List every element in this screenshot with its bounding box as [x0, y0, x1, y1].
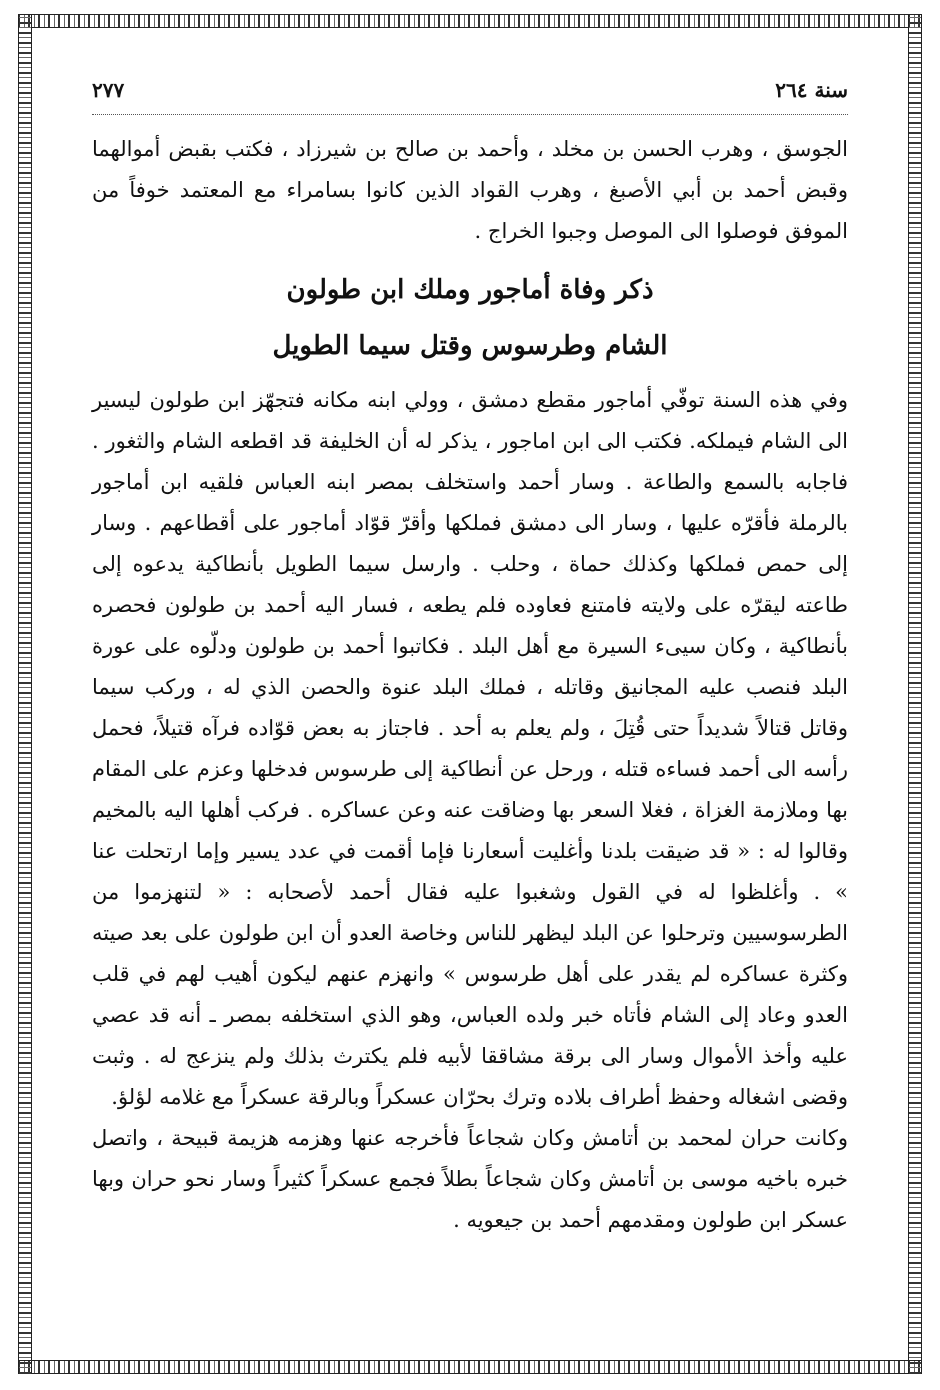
- section-heading: [92, 262, 848, 374]
- main-paragraph: وكانت حران لمحمد بن أتامش وكان شجاعاً فأخرجه عنها وهزمه هزيمة قبيحة ، واتصل خبره باخيه موسى بن أتامش وكان شجاعاً بطلاً فجمع عسكراً كثيراً وسار نحو حران وبها عسكر ابن طولون ومقدمهم أحمد بن جيعويه .: [92, 1126, 848, 1232]
- border-left: [18, 14, 32, 1374]
- year-label: سنة ٢٦٤: [775, 78, 848, 102]
- section-heading-line-1: ذكر وفاة أماجور وملك ابن طولون: [286, 275, 654, 305]
- page-number: ٢٧٧: [92, 78, 125, 102]
- page-content: [92, 78, 848, 1241]
- body-text: [92, 129, 848, 1241]
- main-paragraph: وفي هذه السنة توفّي أماجور مقطع دمشق ، وولي ابنه مكانه فتجهّز ابن طولون ليسير الى الشام فيملكه. فكتب الى ابن اماجور ، يذكر له أن الخليفة قد اقطعه الشام والثغور . فاجابه بالسمع والطاعة . وسار أحمد واستخلف بمصر ابنه العباس فلقيه ابن أماجور بالرملة فأقرّه عليها ، وسار الى دمشق فملكها وأقرّ قوّاد أماجور على أقطاعهم . وسار إلى حمص فملكها وكذلك حماة ، وحلب . وارسل سيما الطويل بأنطاكية يدعوه إلى طاعته ليقرّه على ولايته فامتنع فعاوده فلم يطعه ، فسار اليه أحمد بن طولون فحصره بأنطاكية ، وكان سيىء السيرة مع أهل البلد . فكاتبوا أحمد بن طولون ودلّوه على عورة البلد فنصب عليه المجانيق وقاتله ، فملك البلد عنوة والحصن الذي له ، وركب سيما وقاتل قتالاً شديداً حتى قُتِلَ ، ولم يعلم به أحد . فاجتاز به بعض قوّاده فرآه قتيلاً، فحمل رأسه الى أحمد فساءه قتله ، ورحل عن أنطاكية إلى طرسوس فدخلها وعزم على المقام بها وملازمة الغزاة ، فغلا السعر بها وضاقت عنه وعن عساكره . فركب أهلها اليه بالمخيم وقالوا له : « قد ضيقت بلدنا وأغليت أسعارنا فإما أقمت في عدد يسير وإما ارتحلت عنا » . وأغلظوا له في القول وشغبوا عليه فقال أحمد لأصحابه : « لتنهزموا من الطرسوسيين وترحلوا عن البلد ليظهر للناس وخاصة العدو أن ابن طولون على بعد صيته وكثرة عساكره لم يقدر على أهل طرسوس » وانهزم عنهم ليكون أهيب لهم في قلب العدو وعاد إلى الشام فأتاه خبر ولده العباس، وهو الذي استخلفه بمصر ـ أنه قد عصي عليه وأخذ الأموال وسار الى برقة مشاققا لأبيه فلم يكترث بذلك ولم ينزعج له . وثبت وقضى اشغاله وحفظ أطراف بلاده وترك بحرّان عسكراً وبالرقة عسكراً مع غلامه لؤلؤ.: [92, 388, 848, 1109]
- border-right: [908, 14, 922, 1374]
- running-header: [92, 78, 848, 115]
- section-heading-line-2: الشام وطرسوس وقتل سيما الطويل: [272, 331, 668, 361]
- intro-paragraph: الجوسق ، وهرب الحسن بن مخلد ، وأحمد بن صالح بن شيرزاد ، فكتب بقبض أموالهما وقبض أحمد بن أبي الأصبغ ، وهرب القواد الذين كانوا بسامراء مع المعتمد خوفاً من الموفق فوصلوا الى الموصل وجبوا الخراج .: [92, 137, 848, 243]
- border-top: [18, 14, 922, 28]
- border-bottom: [18, 1360, 922, 1374]
